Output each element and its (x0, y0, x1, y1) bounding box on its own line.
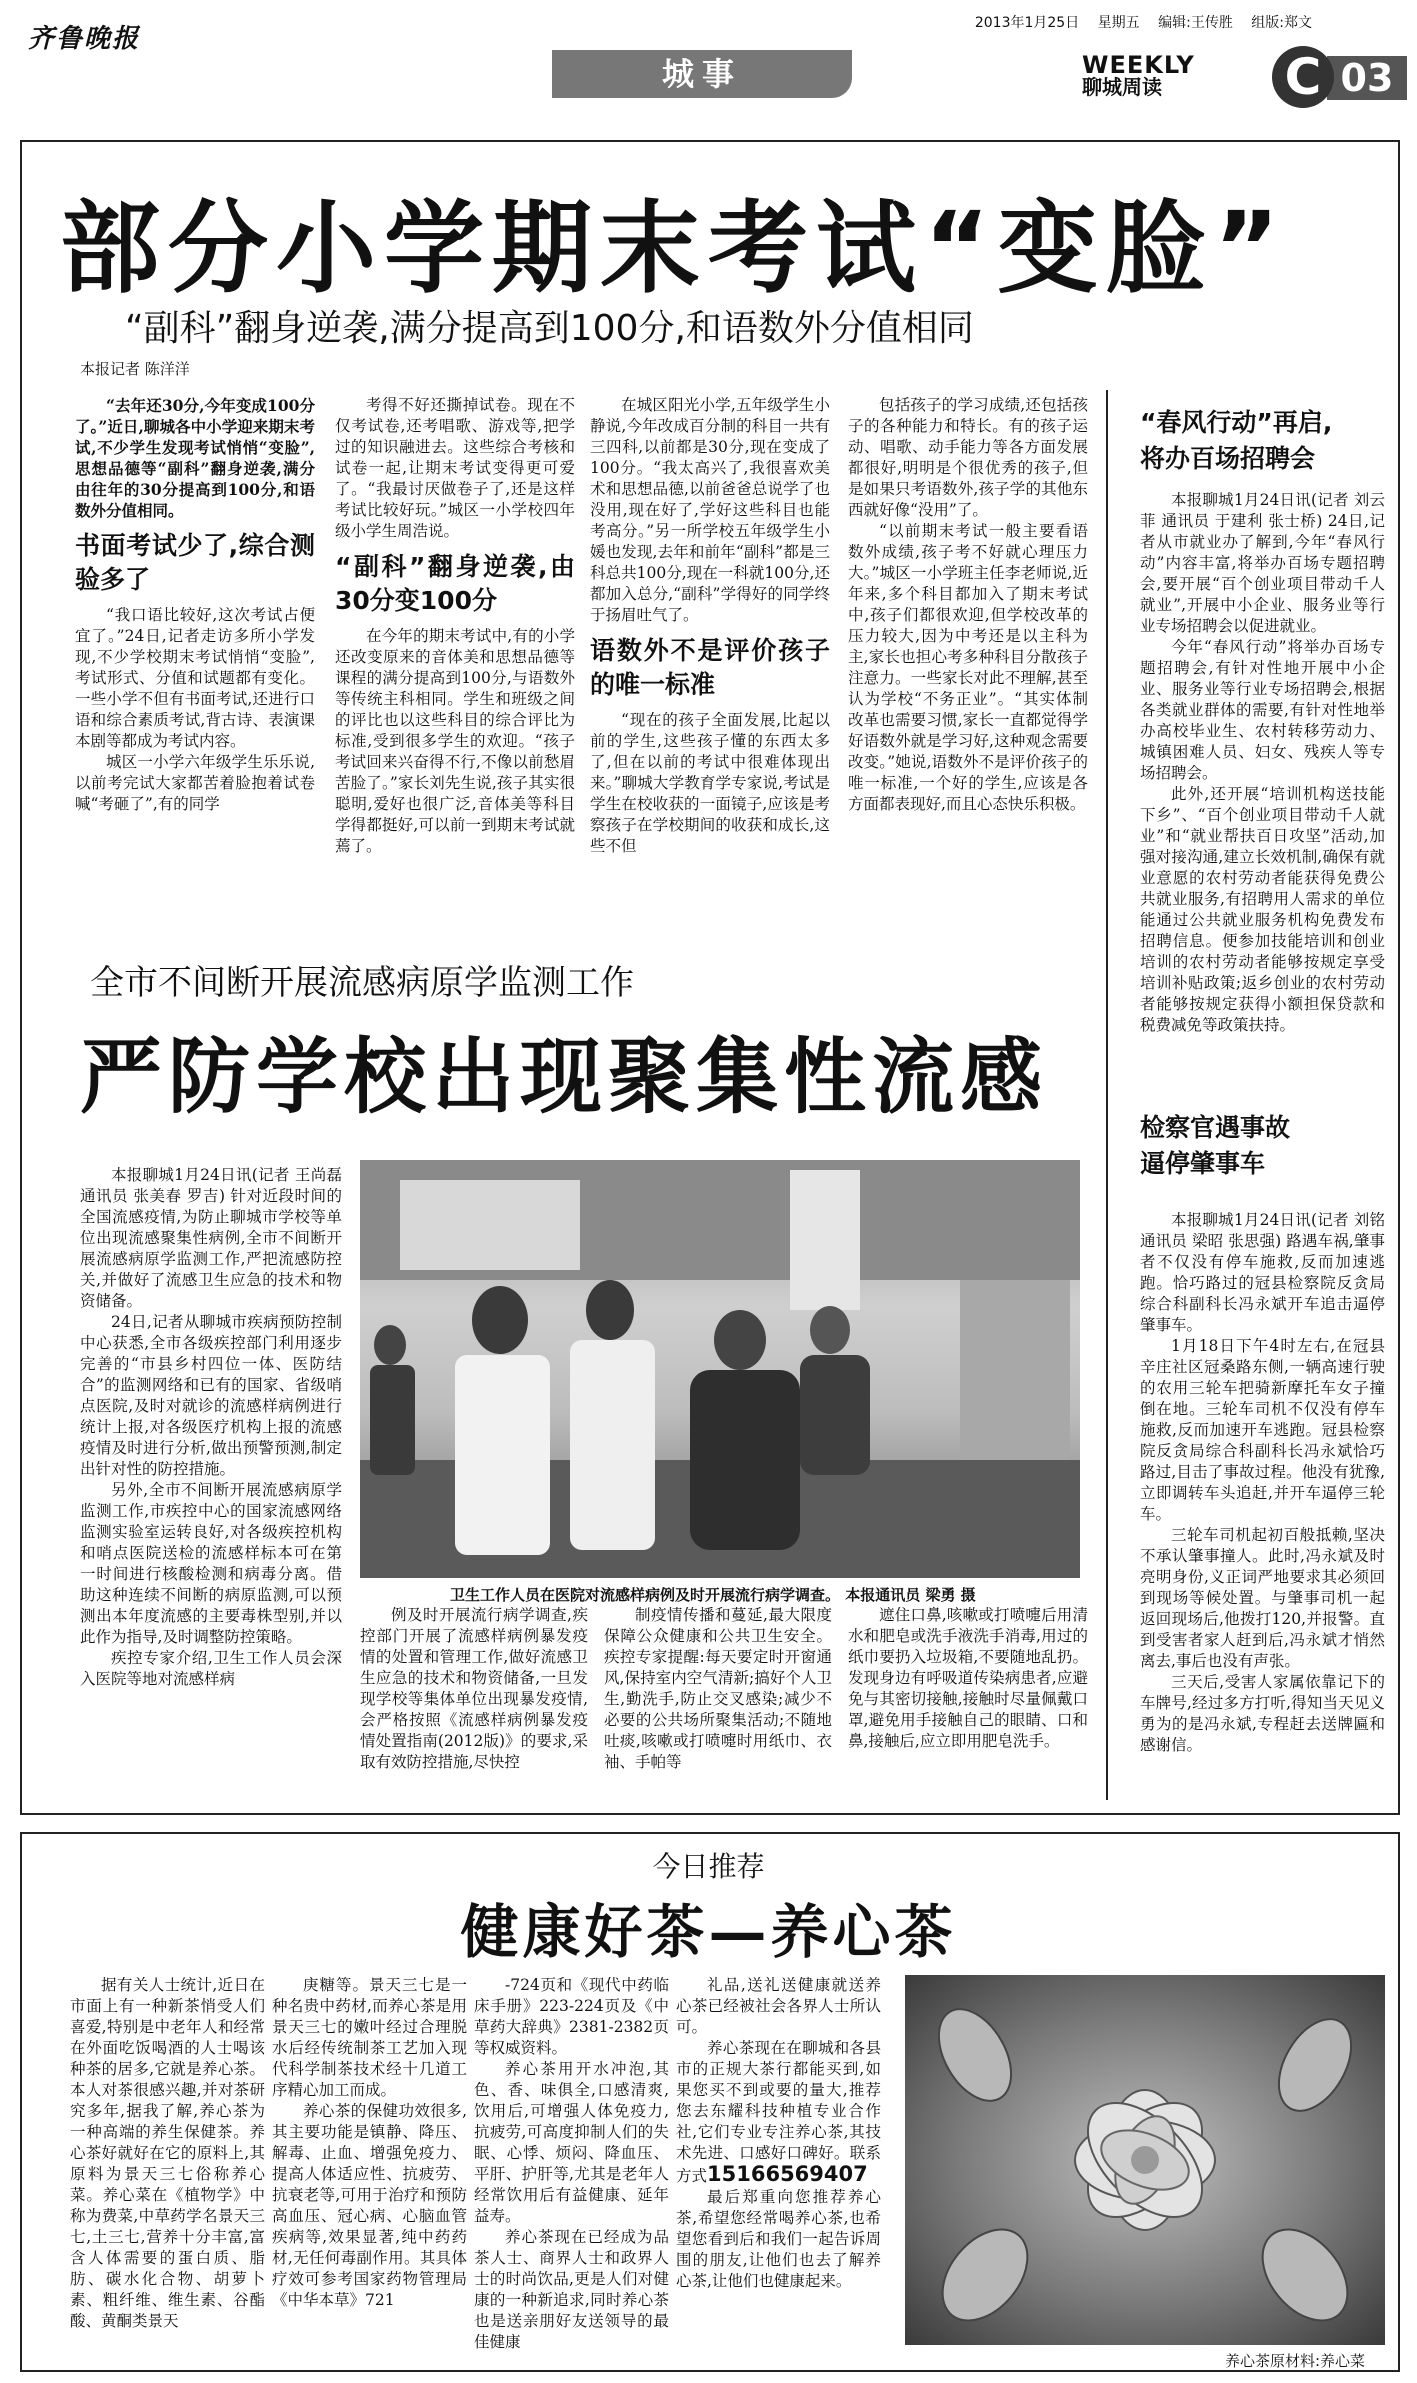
tea-column-4 (676, 1975, 881, 2365)
tea-paragraph: -724页和《现代中药临床手册》223-224页及《中草药大辞典》2381-2382页等权威资料。 (474, 1976, 669, 2057)
issue-date: 2013年1月25日 (974, 15, 1080, 31)
flu-paragraph: 制疫情传播和蔓延,最大限度保障公众健康和公共卫生安全。疾控专家提醒:每天要定时开窗通风,保持室内空气清新;搞好个人卫生,勤洗手,防止交叉感染;减少不必要的公共场所聚集活动;不随地吐痰,咳嗽或打喷嚏时用纸巾、衣袖、手帕等 (604, 1606, 832, 1771)
layout-credit: 组版:郑文 (1251, 15, 1312, 31)
exam-subhead-1: 书面考试少了,综合测验多了 (75, 531, 315, 594)
flu-paragraph: 例及时开展流行病学调查,疾控部门开展了流感样病例暴发疫情的处置和管理工作,做好流感卫生应急的技术和物资储备,一旦发现学校等集体单位出现暴发疫情,会严格按照《流感样病例暴发疫情处置指南(2012版)》的要求,采取有效防控措施,尽快控 (360, 1606, 588, 1771)
weekday: 星期五 (1097, 15, 1140, 31)
flu-column-3 (604, 1605, 832, 1800)
tea-paragraph: 养心茶的保健功效很多,其主要功能是镇静、降压、解毒、止血、增强免疫力、提高人体适应性、抗疲劳、抗衰老等,可用于治疗和预防高血压、冠心病、心脑血管疾病等,效果显著,纯中药药材,无任何毒副作用。其具体疗效可参考国家药物管理局《中华本草》721 (272, 2102, 467, 2309)
flu-column-2 (360, 1605, 588, 1800)
exam-subhead-3: 语数外不是评价孩子的唯一标准 (590, 636, 830, 699)
tea-paragraph (676, 2038, 881, 2187)
tea-plant-illustration (905, 1975, 1385, 2345)
prosecutor-paragraph: 1月18日下午4时左右,在冠县辛庄社区冠桑路东侧,一辆高速行驶的农用三轮车把骑新摩托车女子撞倒在地。三轮车司机不仅没有停车施救,反而加速开车逃跑。冠县检察院反贪局综合科副科长冯永斌恰巧路过,目击了事故过程。他没有犹豫,立即调转车头追赶,并开车逼停三轮车。 (1140, 1337, 1385, 1523)
exam-paragraph: “现在的孩子全面发展,比起以前的学生,这些孩子懂的东西太多了,但在以前的考试中很难体现出来。”聊城大学教育学专家说,考试是学生在校收获的一面镜子,应该是考察孩子在学校期间的收获和成长,这些不但 (590, 711, 830, 855)
tea-phone-number: 15166569407 (707, 2162, 868, 2186)
spring-campaign-headline (1140, 405, 1332, 477)
prosecutor-headline (1140, 1110, 1290, 1182)
exam-paragraph: “以前期末考试一般主要看语数外成绩,孩子考不好就心理压力大。”城区一小学班主任李老师说,近年来,多个科目都加入了期末考试中,孩子们都很欢迎,但学校改革的压力较大,因为中考还是以主科为主,家长也担心考多种科目分散孩子注意力。一些家长对此不理解,甚至认为学校“不务正业”。“其实体制改革也需要习惯,家长一直都觉得学好语数外就是学习好,这种观念需要改变。”她说,语数外不是评价孩子的唯一标准,一个好的学生,应该是各方面都表现好,而且心态快乐积极。 (848, 522, 1088, 813)
exam-paragraph: 在今年的期末考试中,有的小学还改变原来的音体美和思想品德等课程的满分提高到100分,与语数外等传统主科相同。学生和班级之间的评比也以这些科目的综合评比为标准,受到很多学生的欢迎。“孩子考试回来兴奋得不行,不像以前愁眉苦脸了。”家长刘先生说,孩子其实很聪明,爱好也很广泛,音体美等科目学得都挺好,可以前一到期末考试就蔫了。 (335, 627, 575, 855)
flu-paragraph: 24日,记者从聊城市疾病预防控制中心获悉,全市各级疾控部门利用逐步完善的“市县乡村四位一体、医防结合”的监测网络和已有的国家、省级哨点医院,及时对就诊的流感样病例进行统计上报,对各级医疗机构上报的流感疫情及时进行分析,做出预警预测,制定出针对性的防控措施。 (80, 1313, 342, 1478)
masthead (22, 8, 1402, 118)
section-tab: 城事 (552, 50, 852, 98)
spring-campaign-paragraph: 今年“春风行动”将举办百场专题招聘会,有针对性地开展中小企业、服务业等行业专场招聘会,根据各类就业群体的需要,有针对性地举办高校毕业生、农村转移劳动力、城镇困难人员、妇女、残疾人等专场招聘会。 (1140, 638, 1385, 782)
exam-paragraph: 城区一小学六年级学生乐乐说,以前考完试大家都苦着脸抱着试卷喊“考砸了”,有的同学 (75, 753, 315, 813)
flu-paragraph: 遮住口鼻,咳嗽或打喷嚏后用清水和肥皂或洗手液洗手消毒,用过的纸巾要扔入垃圾箱,不要随地乱扔。发现身边有呼吸道传染病患者,应避免与其密切接触,接触时尽量佩戴口罩,避免用手接触自己的眼睛、口和鼻,接触后,应立即用肥皂洗手。 (848, 1606, 1088, 1750)
tea-column-2 (272, 1975, 467, 2365)
hospital-photo-caption: 卫生工作人员在医院对流感样病例及时开展流行病学调查。 本报通讯员 梁勇 摄 (450, 1586, 976, 1604)
flu-kicker: 全市不间断开展流感病原学监测工作 (90, 963, 634, 1003)
dateline (961, 12, 1312, 32)
exam-column-3 (590, 395, 830, 935)
editor-credit: 编辑:王传胜 (1158, 15, 1233, 31)
exam-paragraph: “我口语比较好,这次考试占便宜了。”24日,记者走访多所小学发现,不少学校期末考试悄悄“变脸”,考试形式、分值和试题都有变化。一些小学不但有书面考试,还进行口语和综合素质考试,背古诗、表演课本剧等都成为考试内容。 (75, 606, 315, 750)
tea-paragraph: 养心茶现在已经成为品茶人士、商界人士和政界人士的时尚饮品,更是人们对健康的一种新追求,同时养心茶也是送亲朋好友送领导的最佳健康 (474, 2228, 669, 2351)
tea-paragraph: 礼品,送礼送健康就送养心茶已经被社会各界人士所认可。 (676, 1976, 881, 2036)
weekly-subtitle: 聊城周读 (1082, 75, 1162, 99)
spring-campaign-paragraph: 本报聊城1月24日讯(记者 刘云菲 通讯员 于建利 张士桥) 24日,记者从市就业办了解到,今年“春风行动”内容丰富,将举办百场专题招聘会,要开展“百个创业项目带动千人就业”,开展中小企业、服务业等行业专场招聘会以促进就业。 (1140, 491, 1385, 635)
tea-paragraph: 最后郑重向您推荐养心茶,希望您经常喝养心茶,也希望您看到后和我们一起告诉周围的朋友,让他们也去了解养心茶,让他们也健康起来。 (676, 2188, 881, 2290)
flu-headline: 严防学校出现聚集性流感 (80, 1030, 1049, 1125)
exam-column-4 (848, 395, 1088, 935)
hospital-photo (360, 1160, 1080, 1578)
tea-paragraph: 养心茶用开水冲泡,其色、香、味俱全,口感清爽,饮用后,可增强人体免疫力,抗疲劳,可高度抑制人们的失眠、心悸、烦闷、降血压、平肝、护肝等,尤其是老年人经常饮用后有益健康、延年益寿。 (474, 2060, 669, 2225)
tea-plant-photo (905, 1975, 1385, 2345)
prosecutor-paragraph: 三轮车司机起初百般抵赖,坚决不承认肇事撞人。此时,冯永斌及时亮明身份,义正词严地要求其必须回到现场等候处置。与肇事司机一起返回现场后,他拨打120,并报警。直到受害者家人赶到后,冯永斌才悄然离去,事后也没有声张。 (1140, 1526, 1385, 1670)
exam-column-1 (75, 395, 315, 935)
weekly-label: WEEKLY (1082, 51, 1195, 79)
section-letter-badge: C (1272, 46, 1334, 108)
prosecutor-title-line-2: 逼停肇事车 (1140, 1149, 1266, 1178)
prosecutor-paragraph: 本报聊城1月24日讯(记者 刘铭 通讯员 梁昭 张思强) 路遇车祸,肇事者不仅没有停车施救,反而加速逃跑。恰巧路过的冠县检察院反贪局综合科副科长冯永斌开车追击逼停肇事车。 (1140, 1211, 1385, 1334)
prosecutor-paragraph: 三天后,受害人家属依靠记下的车牌号,经过多方打听,得知当天见义勇为的是冯永斌,专程赶去送牌匾和感谢信。 (1140, 1673, 1385, 1754)
page-number: 03 (1327, 56, 1407, 100)
flu-column-1 (80, 1165, 342, 1800)
spring-campaign-title-line-2: 将办百场招聘会 (1140, 444, 1316, 473)
exam-paragraph: 考得不好还撕掉试卷。现在不仅考试卷,还考唱歌、游戏等,把学过的知识融进去。这些综合考核和试卷一起,让期末考试变得更可爱了。“我最讨厌做卷子了,还是这样考试比较好玩。”城区一小学校四年级小学生周浩说。 (335, 396, 575, 540)
exam-paragraph: 包括孩子的学习成绩,还包括孩子的各种能力和特长。有的孩子运动、唱歌、动手能力等各方面发展都很好,明明是个很优秀的孩子,但是如果只考语数外,孩子学的其他东西就好像“没用”了。 (848, 396, 1088, 519)
tea-photo-caption: 养心茶原材料:养心菜 (1225, 2352, 1366, 2370)
exam-column-2 (335, 395, 575, 935)
prosecutor-title-line-1: 检察官遇事故 (1140, 1113, 1291, 1142)
exam-headline: 部分小学期末考试“变脸” (60, 190, 1288, 307)
flu-paragraph: 疾控专家介绍,卫生工作人员会深入医院等地对流感样病 (80, 1649, 342, 1688)
spring-campaign-body (1140, 490, 1385, 1090)
tea-column-3 (474, 1975, 669, 2365)
flu-paragraph: 本报聊城1月24日讯(记者 王尚磊 通讯员 张美春 罗吉) 针对近段时间的全国流感疫情,为防止聊城市学校等单位出现流感聚集性病例,全市不间断开展流感病原学监测工作,严把流感防控关,并做好了流感卫生应急的技术和物资储备。 (80, 1166, 342, 1310)
newspaper-logo: 齐鲁晚报 (28, 24, 141, 54)
tea-paragraph: 据有关人士统计,近日在市面上有一种新茶悄受人们喜爱,特别是中老年人和经常在外面吃饭喝酒的人士喝该种茶的居多,它就是养心茶。本人对茶很感兴趣,并对茶研究多年,据我了解,养心茶为一种高端的养生保健茶。养心茶好就好在它的原料上,其原料为景天三七俗称养心菜。养心菜在《植物学》中称为费菜,中草药学名景天三七,土三七,营养十分丰富,富含人体需要的蛋白质、脂肪、碳水化合物、胡萝卜素、粗纤维、维生素、谷酯酸、黄酮类景天 (70, 1976, 265, 2330)
hospital-scene-illustration (360, 1160, 1080, 1578)
exam-subheadline: “副科”翻身逆袭,满分提高到100分,和语数外分值相同 (125, 308, 974, 349)
tea-headline: 健康好茶—养心茶 (460, 1898, 957, 1966)
flu-paragraph: 另外,全市不间断开展流感病原学监测工作,市疾控中心的国家流感网络监测实验室运转良好,对各级疾控机构和哨点医院送检的流感样标本可在第一时间进行核酸检测和病毒分离。借助这种连续不间断的病原监测,可以预测出本年度流感的主要毒株型别,并以此作为指导,及时调整防控策略。 (80, 1481, 342, 1646)
weekly-brand (1082, 51, 1195, 99)
exam-paragraph: 在城区阳光小学,五年级学生小静说,今年改成百分制的科目一共有三四科,以前都是30分,现在变成了100分。“我太高兴了,我很喜欢美术和思想品德,以前爸爸总说学了也没用,现在好了,学好这些科目也能考高分。”另一所学校五年级学生小媛也发现,去年和前年“副科”都是三科总共100分,现在一科就100分,还都加入总分,“副科”学得好的同学终于扬眉吐气了。 (590, 396, 830, 624)
prosecutor-body (1140, 1210, 1385, 1800)
spring-campaign-title-line-1: “春风行动”再启, (1140, 408, 1333, 437)
tea-paragraph: 庚糖等。景天三七是一种名贵中药材,而养心茶是用景天三七的嫩叶经过合理脱水后经传统制茶工艺加入现代科学制茶技术经十几道工序精心加工而成。 (272, 1976, 467, 2099)
exam-lead-paragraph: “去年还30分,今年变成100分了。”近日,聊城各中小学迎来期末考试,不少学生发现考试悄悄“变脸”,思想品德等“副科”翻身逆袭,满分由往年的30分提高到100分,和语数外分值相同。 (75, 396, 315, 520)
flu-column-4 (848, 1605, 1088, 1800)
spring-campaign-paragraph: 此外,还开展“培训机构送技能下乡”、“百个创业项目带动千人就业”和“就业帮扶百日攻坚”活动,加强对接沟通,建立长效机制,确保有就业意愿的农村劳动者能获得免费公共就业服务,有招聘用人需求的单位能通过公共就业服务机构免费发布招聘信息。便参加技能培训和创业培训的农村劳动者能够按规定享受培训补贴政策;返乡创业的农村劳动者能够按规定获得小额担保贷款和税费减免等政策扶持。 (1140, 785, 1385, 1034)
recommend-label: 今日推荐 (652, 1850, 765, 1883)
exam-subhead-2: “副科”翻身逆袭,由30分变100分 (335, 552, 575, 615)
tea-contact-text: 养心茶现在在聊城和各县市的正规大茶行都能买到,如果您买不到或要的量大,推荐您去东耀科技种植专业合作社,它们专业专注养心茶,其技术先进、口感好口碑好。联系方式 (676, 2039, 881, 2185)
tea-column-1 (70, 1975, 265, 2365)
column-divider (1106, 390, 1108, 1800)
exam-byline: 本报记者 陈洋洋 (80, 360, 190, 378)
